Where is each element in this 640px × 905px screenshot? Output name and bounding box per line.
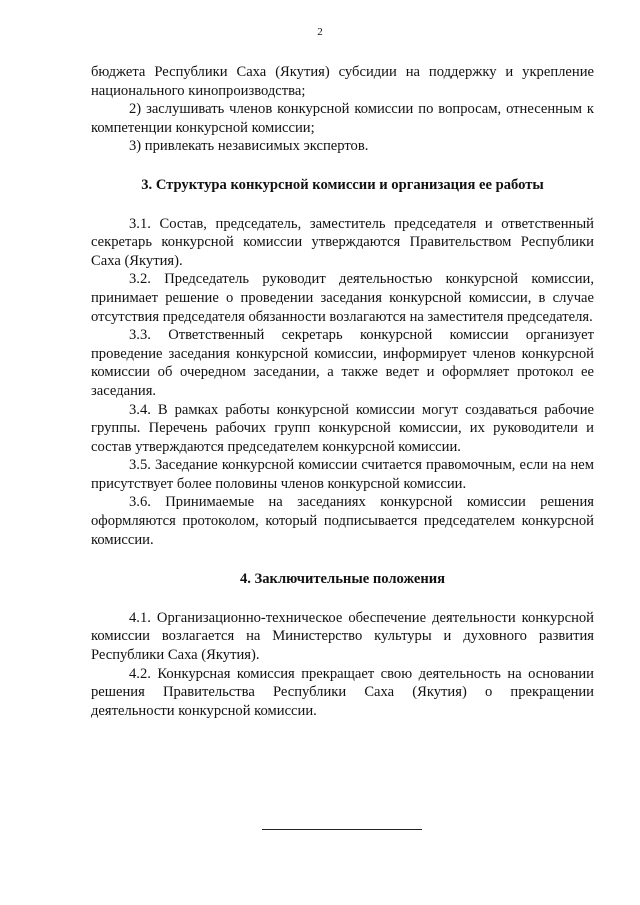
paragraph-item-3: 3) привлекать независимых экспертов. xyxy=(129,138,369,155)
paragraph-3-2: 3.2. Председатель руководит деятельностью конкурсной комиссии, принимает решение о проведении заседания конкурсной комиссии, в случае отсутствия председателя обязанности возлагаются на заместителя председателя. xyxy=(91,271,594,325)
paragraph-3-3: 3.3. Ответственный секретарь конкурсной комиссии организует проведение заседания конкурсной комиссии, информирует членов конкурсной комиссии об очередном заседании, а также ведет и оформляет протокол ее заседания. xyxy=(91,327,594,399)
paragraph-3-6: 3.6. Принимаемые на заседаниях конкурсной комиссии решения оформляются протоколом, который подписывается председателем конкурсной комиссии. xyxy=(91,494,594,548)
paragraph-4-1: 4.1. Организационно-техническое обеспечение деятельности конкурсной комиссии возлагается на Министерство культуры и духовного развития Республики Саха (Якутия). xyxy=(91,609,594,664)
paragraph-3-5: 3.5. Заседание конкурсной комиссии считается правомочным, если на нем присутствует более половины членов конкурсной комиссии. xyxy=(91,457,594,492)
page-number: 2 xyxy=(317,26,323,38)
paragraph-continuation: бюджета Республики Саха (Якутия) субсидии на поддержку и укрепление национального кинопроизводства; xyxy=(91,64,594,99)
paragraph-3-4: 3.4. В рамках работы конкурсной комиссии могут создаваться рабочие группы. Перечень рабочих групп конкурсной комиссии, их руководители и состав утверждаются председателем конкурсной комиссии. xyxy=(91,401,594,455)
end-of-document-divider xyxy=(262,829,422,830)
section-3-heading: 3. Структура конкурсной комиссии и организация ее работы xyxy=(141,176,544,193)
section-4-heading: 4. Заключительные положения xyxy=(239,571,446,588)
document-body xyxy=(91,63,594,720)
paragraph-3-1: 3.1. Состав, председатель, заместитель председателя и ответственный секретарь конкурсной комиссии утверждаются Правительством Республики Саха (Якутия). xyxy=(91,215,594,269)
paragraph-4-2: 4.2. Конкурсная комиссия прекращает свою деятельность на основании решения Правительства Республики Саха (Якутия) о прекращении деятельности конкурсной комиссии. xyxy=(91,665,594,719)
paragraph-item-2: 2) заслушивать членов конкурсной комиссии по вопросам, отнесенным к компетенции конкурсной комиссии; xyxy=(91,101,594,136)
